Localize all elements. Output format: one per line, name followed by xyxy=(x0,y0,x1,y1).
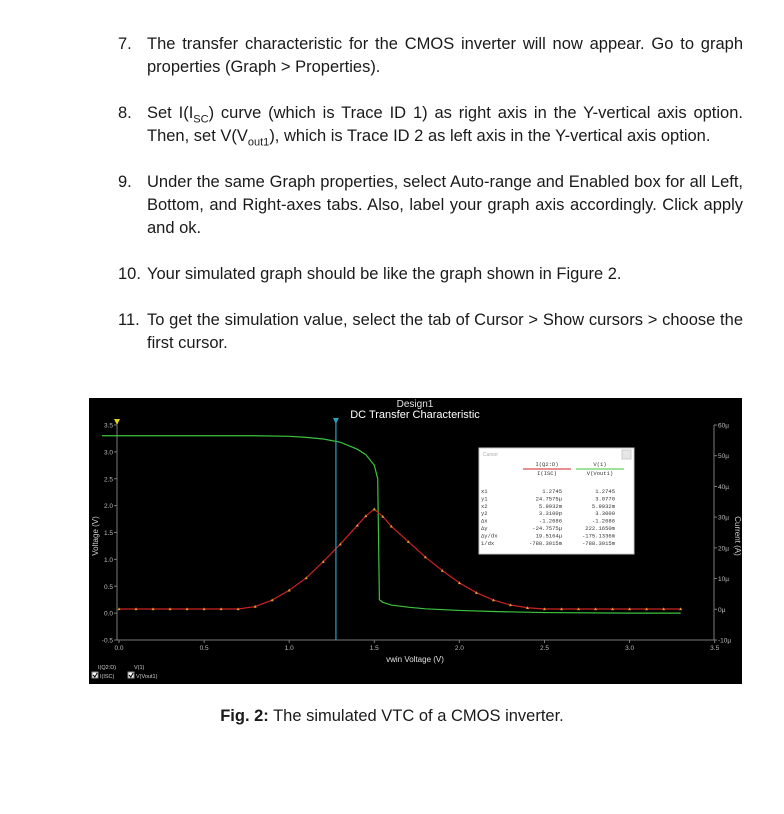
x-tick-label: 2.0 xyxy=(454,645,464,652)
step-number: 8. xyxy=(118,104,132,122)
cursor-value-vout1: -788.3015m xyxy=(581,539,615,547)
x-axis-label: vwin Voltage (V) xyxy=(386,655,444,664)
y-left-tick-label: -0.5 xyxy=(101,637,113,645)
cursor-col-sub: I(ISC) xyxy=(537,470,557,477)
design-name: Design1 xyxy=(396,399,434,410)
x-tick-label: 3.5 xyxy=(710,645,720,652)
cursor-left-marker xyxy=(114,419,120,425)
series-point-isc xyxy=(373,508,376,511)
chart-title: DC Transfer Characteristic xyxy=(350,409,480,421)
cursor-value-isc: 19.5164µ xyxy=(535,532,562,540)
y-right-tick-label: -10µ xyxy=(718,637,732,645)
cursor-value-vout1: -1.2686 xyxy=(591,517,615,525)
y-right-tick-label: 50µ xyxy=(718,453,729,461)
cursor-value-vout1: 222.1650m xyxy=(585,525,615,532)
cursor-value-isc: 24.7575µ xyxy=(535,495,562,503)
x-tick-label: 2.5 xyxy=(539,645,550,652)
y-left-tick-label: 0.5 xyxy=(103,583,113,591)
y-left-tick-label: 3.0 xyxy=(103,449,113,457)
y-left-axis-label: Voltage (V) xyxy=(91,516,100,556)
cursor-col-sub: V(Vout1) xyxy=(586,470,614,477)
y-right-tick-label: 40µ xyxy=(718,483,729,491)
y-left-tick-label: 2.5 xyxy=(103,476,113,484)
caption-text: The simulated VTC of a CMOS inverter. xyxy=(268,707,564,725)
step-10 xyxy=(118,263,743,286)
y-right-tick-label: 60µ xyxy=(718,422,729,430)
cursor-row-label: Δy xyxy=(481,525,488,532)
y-right-tick-label: 20µ xyxy=(718,545,729,553)
x-tick-label: 1.5 xyxy=(369,645,379,652)
step-text: Under the same Graph properties, select Auto-range and Enabled box for all Left, Bottom, and Right-axes tabs. Also, label your graph axis accordingly. Click apply and ok. xyxy=(147,173,743,237)
x-tick-label: 0.5 xyxy=(199,645,209,652)
cursor-top-marker xyxy=(333,418,339,424)
y-right-tick-label: 0µ xyxy=(718,606,726,614)
cursor-readout-title: Cursor xyxy=(483,452,499,458)
cursor-value-isc: -1.2686 xyxy=(538,517,562,525)
cursor-row-label: Δx xyxy=(481,517,488,525)
figure-caption xyxy=(0,707,784,726)
cursor-row-label: Δy/dx xyxy=(481,532,498,540)
cursor-row-label: x1 xyxy=(481,488,488,495)
y-left-tick-label: 2.0 xyxy=(103,503,113,511)
step-text: Your simulated graph should be like the graph shown in Figure 2. xyxy=(147,265,622,283)
cursor-row-label: x2 xyxy=(481,502,488,510)
legend-name: I(Q2:D) xyxy=(98,665,117,671)
x-tick-label: 1.0 xyxy=(284,645,294,652)
cursor-value-isc: -788.3015m xyxy=(528,539,562,547)
step-7 xyxy=(118,33,743,79)
cursor-value-isc: -24.7575µ xyxy=(532,525,562,532)
y-right-axis-label: Current (A) xyxy=(733,516,742,556)
cursor-value-vout1: 5.9932m xyxy=(591,502,615,510)
cursor-value-isc: 5.9932m xyxy=(538,502,562,510)
cursor-value-vout1: 3.0770 xyxy=(595,495,615,503)
legend-name: V(1) xyxy=(134,665,145,671)
step-11 xyxy=(118,309,743,355)
y-left-tick-label: 0.0 xyxy=(103,610,113,618)
cursor-row-label: 1/dx xyxy=(481,539,495,547)
y-left-tick-label: 1.0 xyxy=(103,556,113,564)
step-text: To get the simulation value, select the tab of Cursor > Show cursors > choose the first cursor. xyxy=(147,311,743,352)
vtc-figure xyxy=(89,398,742,684)
cursor-col-header: V(1) xyxy=(593,461,607,468)
step-text: Set $I(I_{SC})$ curve (which is Trace ID 1) as right axis in the Y-vertical axis option. Then, set $V(V_{out1})$, which is Trace ID 2 as left axis in the Y-vertical axis option. xyxy=(147,104,743,149)
step-number: 7. xyxy=(118,35,132,53)
cursor-value-vout1: 1.2745 xyxy=(595,488,615,495)
step-number: 9. xyxy=(118,173,132,191)
step-8 xyxy=(118,102,743,148)
step-text: The transfer characteristic for the CMOS inverter will now appear. Go to graph properties (Graph > Properties). xyxy=(147,35,743,76)
x-tick-label: 3.0 xyxy=(625,645,635,652)
cursor-readout-close xyxy=(622,450,631,459)
cursor-row-label: y2 xyxy=(481,510,488,518)
y-right-tick-label: 30µ xyxy=(718,514,729,522)
cursor-value-vout1: -175.1336m xyxy=(581,532,615,540)
step-number: 11. xyxy=(118,311,140,329)
vtc-chart xyxy=(89,398,742,684)
legend-sub: I(ISC) xyxy=(100,674,115,680)
cursor-col-header: I(Q2:D) xyxy=(535,461,559,468)
step-9 xyxy=(118,171,743,240)
legend-sub: V(Vout1) xyxy=(136,674,158,680)
y-left-tick-label: 1.5 xyxy=(103,530,113,537)
y-right-tick-label: 10µ xyxy=(718,576,729,584)
caption-label: Fig. 2: xyxy=(220,707,269,725)
x-tick-label: 0.0 xyxy=(114,645,124,652)
cursor-value-isc: 3.3100p xyxy=(538,510,562,518)
y-left-tick-label: 3.5 xyxy=(103,422,113,430)
cursor-row-label: y1 xyxy=(481,495,488,503)
cursor-value-isc: 1.2745 xyxy=(542,488,562,495)
step-number: 10. xyxy=(118,265,141,283)
cursor-value-vout1: 3.3000 xyxy=(595,510,615,518)
